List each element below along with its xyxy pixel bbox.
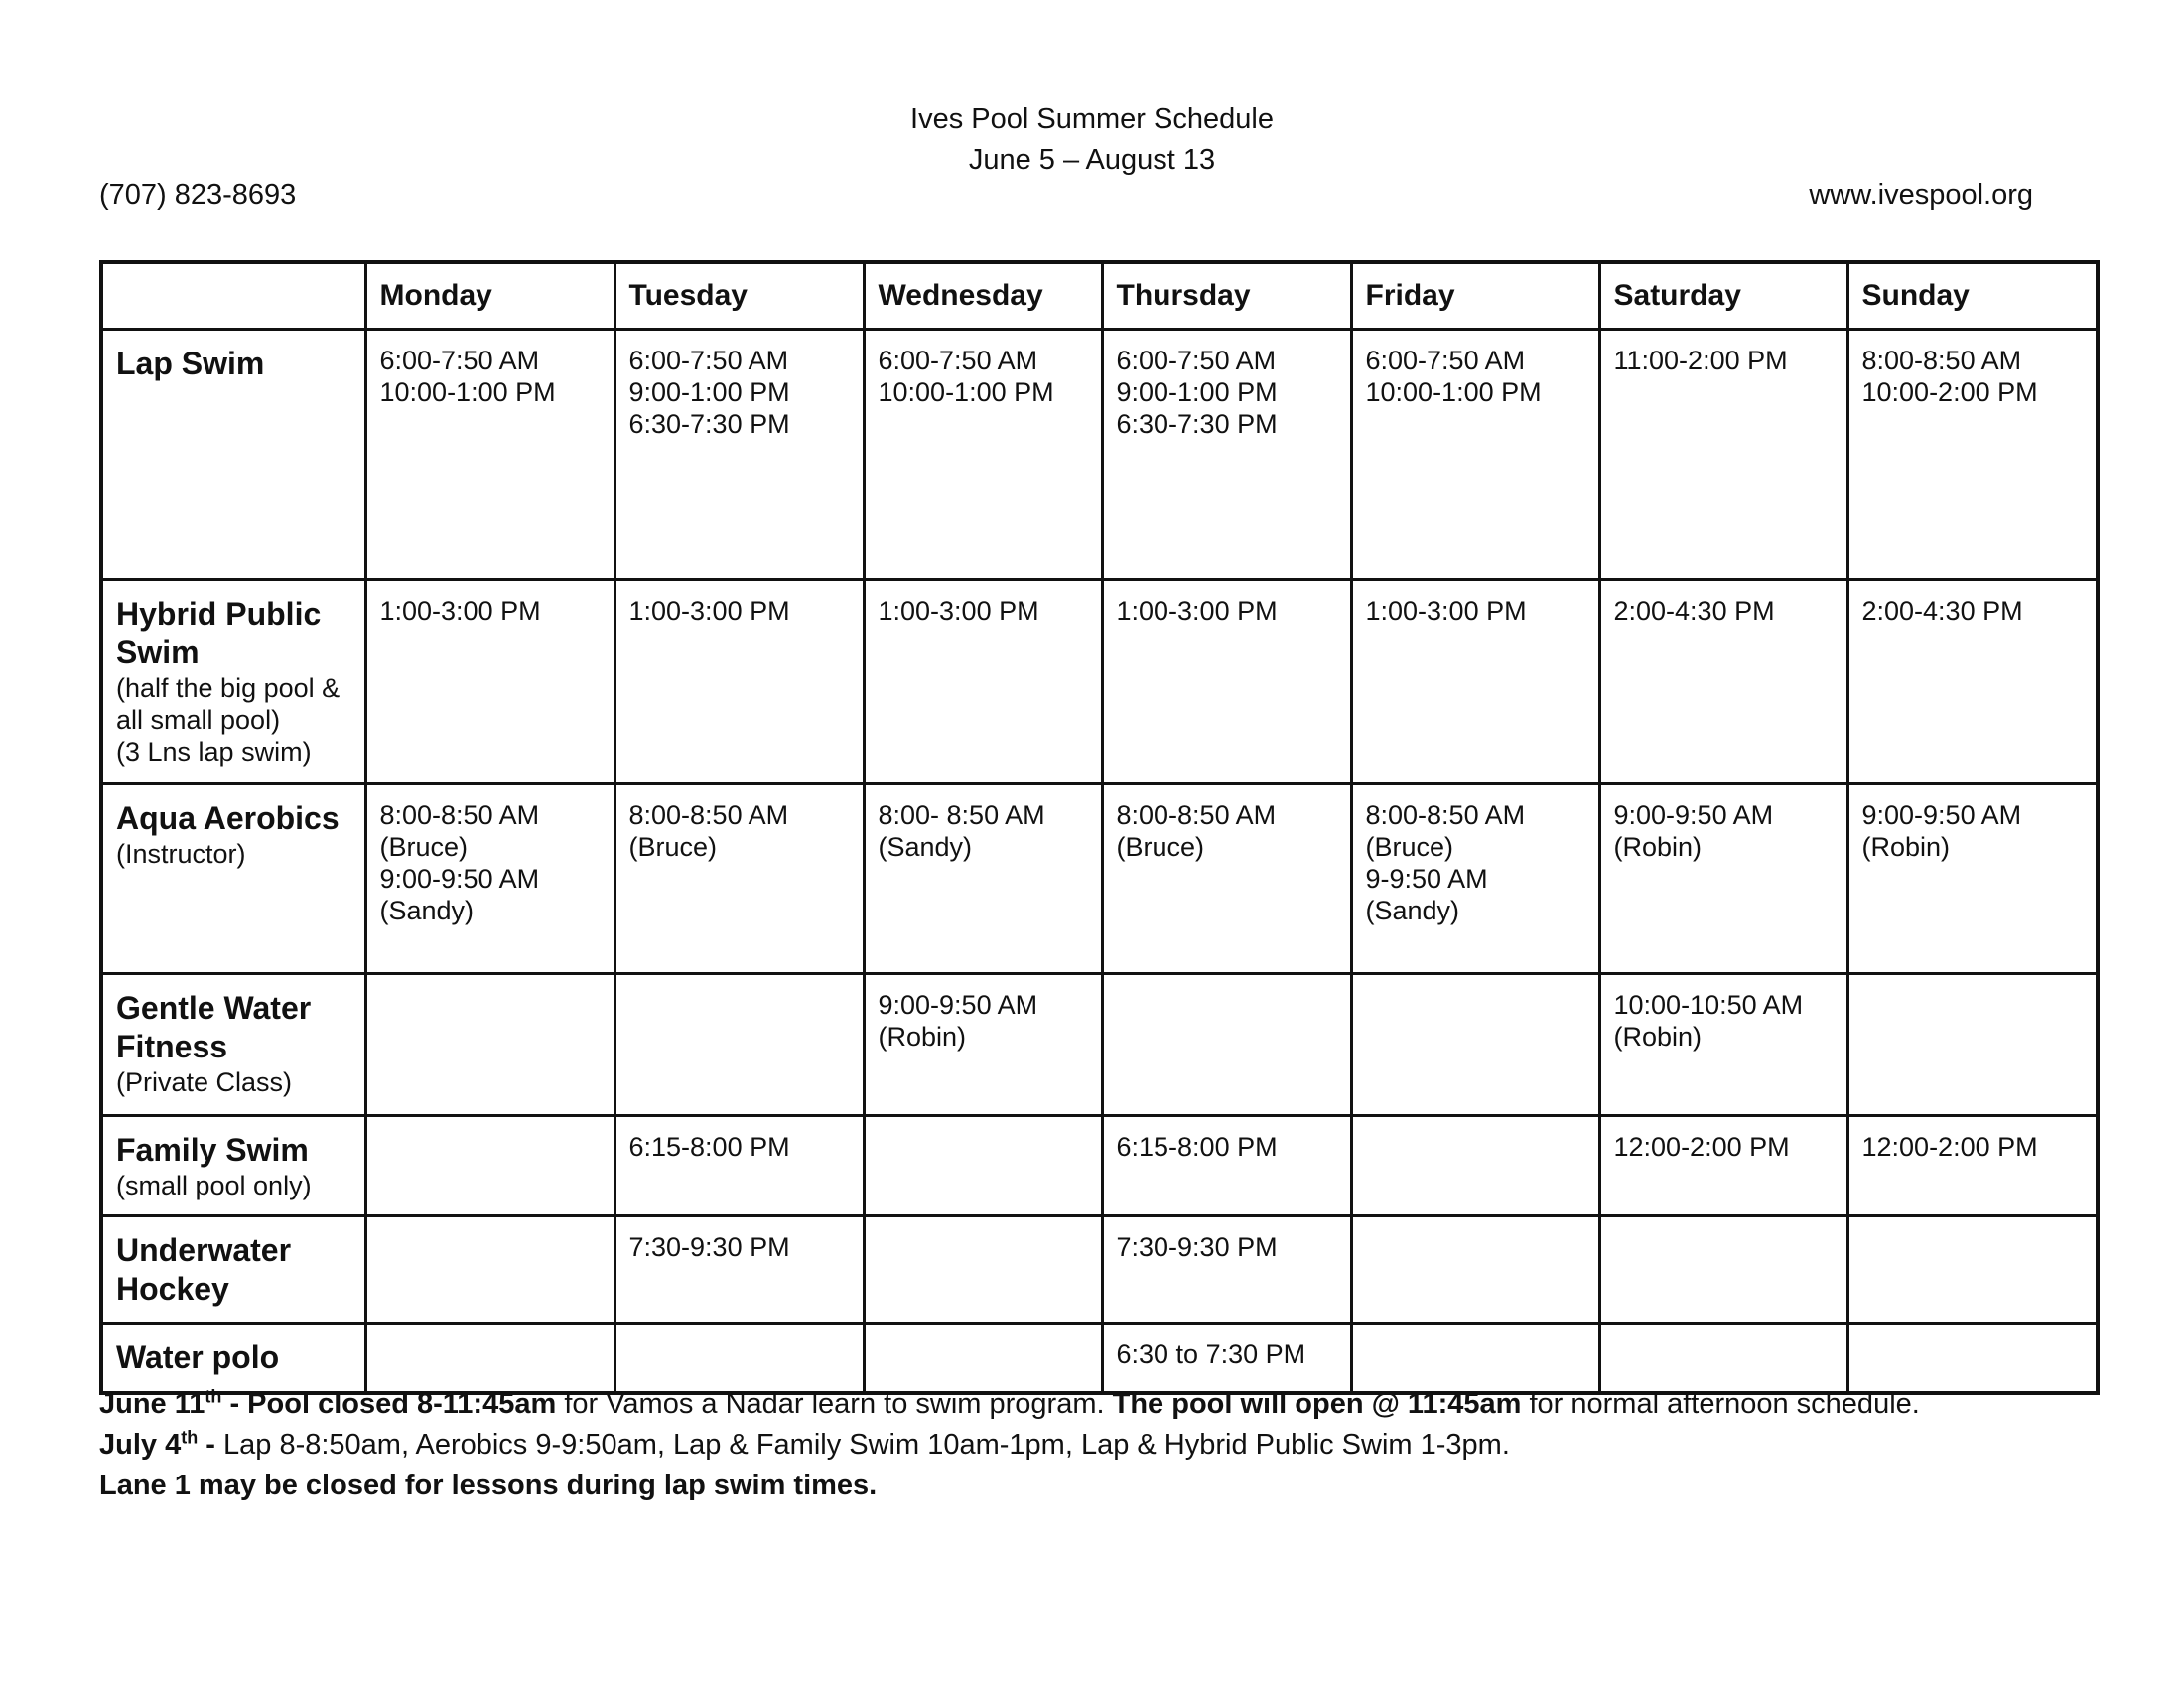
schedule-cell	[1102, 973, 1351, 1115]
schedule-time: (Bruce)	[1116, 831, 1205, 862]
note-bold: - Pool closed 8-11:45am	[221, 1388, 557, 1420]
schedule-cell	[614, 1115, 864, 1215]
schedule-cell	[614, 1323, 864, 1393]
activity-label-cell	[101, 329, 365, 579]
day-header: Tuesday	[614, 262, 864, 329]
schedule-time: 8:00-8:50 AM	[379, 799, 540, 830]
schedule-cell	[1351, 1323, 1599, 1393]
day-header: Thursday	[1102, 262, 1351, 329]
day-header: Friday	[1351, 262, 1599, 329]
note-text: Lap 8-8:50am, Aerobics 9-9:50am, Lap & Family Swim 10am-1pm, Lap & Hybrid Public Swim 1-3pm.	[223, 1429, 1510, 1461]
schedule-time: (Robin)	[1861, 831, 1951, 862]
schedule-cell	[1351, 329, 1599, 579]
note-text: Lane 1 may be closed for lessons during lap swim times.	[99, 1470, 878, 1501]
activity-name: Lap Swim	[116, 345, 265, 381]
schedule-time: 9:00-1:00 PM	[628, 376, 790, 407]
activity-name: Water polo	[116, 1338, 280, 1375]
schedule-cell	[864, 329, 1102, 579]
note-text: for Vamos a Nadar learn to swim program.	[556, 1388, 1113, 1420]
schedule-cell	[1102, 1115, 1351, 1215]
schedule-time: 9:00-9:50 AM	[379, 863, 540, 894]
schedule-table	[99, 260, 2100, 1395]
schedule-cell	[1351, 1215, 1599, 1323]
schedule-cell	[1351, 579, 1599, 783]
schedule-time: 6:30 to 7:30 PM	[1116, 1338, 1306, 1369]
website-url: www.ivespool.org	[1809, 179, 2033, 211]
note-june-11	[99, 1384, 2134, 1425]
activity-label-cell	[101, 973, 365, 1115]
activity-label-cell	[101, 1115, 365, 1215]
activity-row	[101, 973, 2098, 1115]
page-title	[0, 99, 2184, 181]
schedule-cell	[1847, 1115, 2098, 1215]
schedule-time: 10:00-10:50 AM	[1613, 989, 1804, 1020]
schedule-time: 8:00-8:50 AM	[1116, 799, 1277, 830]
schedule-time: 7:30-9:30 PM	[1116, 1231, 1278, 1262]
note-bold: The pool will open @ 11:45am	[1112, 1388, 1522, 1420]
header-row	[101, 262, 2098, 329]
schedule-time: 6:00-7:50 AM	[1365, 345, 1526, 375]
schedule-cell	[1351, 1115, 1599, 1215]
schedule-time: 1:00-3:00 PM	[1365, 595, 1527, 626]
schedule-cell	[365, 579, 614, 783]
schedule-cell	[614, 579, 864, 783]
schedule-time: (Robin)	[1613, 1021, 1703, 1052]
activity-label-cell	[101, 783, 365, 973]
schedule-time: (Bruce)	[1365, 831, 1454, 862]
note-text: for normal afternoon schedule.	[1521, 1388, 1920, 1420]
schedule-time: 8:00-8:50 AM	[628, 799, 789, 830]
schedule-time: 6:00-7:50 AM	[1116, 345, 1277, 375]
activity-note: (half the big pool &	[116, 672, 341, 703]
note-lane-1	[99, 1466, 2134, 1506]
schedule-cell	[365, 783, 614, 973]
schedule-cell	[1847, 973, 2098, 1115]
activity-label-cell	[101, 579, 365, 783]
schedule-time: 6:15-8:00 PM	[628, 1131, 790, 1162]
schedule-time: 8:00-8:50 AM	[1861, 345, 2022, 375]
activity-name: Family Swim	[116, 1131, 309, 1168]
schedule-cell	[864, 1323, 1102, 1393]
activity-row	[101, 1323, 2098, 1393]
schedule-cell	[1599, 783, 1847, 973]
day-header: Monday	[365, 262, 614, 329]
schedule-cell	[1102, 783, 1351, 973]
schedule-time: 9:00-9:50 AM	[1613, 799, 1774, 830]
schedule-time: 8:00- 8:50 AM	[878, 799, 1045, 830]
schedule-cell	[1847, 579, 2098, 783]
activity-name: Underwater Hockey	[116, 1231, 292, 1307]
activity-name: Hybrid Public Swim	[116, 595, 322, 670]
activity-name: Aqua Aerobics	[116, 799, 340, 836]
schedule-cell	[614, 329, 864, 579]
note-july-4	[99, 1425, 2134, 1466]
schedule-cell	[1599, 329, 1847, 579]
activity-row	[101, 1215, 2098, 1323]
activity-label-cell	[101, 1215, 365, 1323]
activity-row	[101, 579, 2098, 783]
activity-row	[101, 1115, 2098, 1215]
activity-note: (3 Lns lap swim)	[116, 736, 312, 767]
schedule-time: 9:00-1:00 PM	[1116, 376, 1278, 407]
note-date: July 4	[99, 1429, 182, 1461]
schedule-time: 6:30-7:30 PM	[1116, 408, 1278, 439]
activity-note: all small pool)	[116, 704, 281, 735]
schedule-time: (Bruce)	[628, 831, 718, 862]
schedule-cell	[614, 1215, 864, 1323]
notes	[99, 1384, 2134, 1506]
schedule-cell	[1599, 1115, 1847, 1215]
schedule-title: Ives Pool Summer Schedule	[910, 103, 1274, 135]
schedule-time: 1:00-3:00 PM	[878, 595, 1039, 626]
schedule-cell	[1351, 783, 1599, 973]
schedule-cell	[365, 1115, 614, 1215]
schedule-cell	[1847, 1323, 2098, 1393]
schedule-time: 1:00-3:00 PM	[1116, 595, 1278, 626]
schedule-time: (Robin)	[1613, 831, 1703, 862]
note-date-suffix: th	[181, 1427, 199, 1448]
activity-row	[101, 329, 2098, 579]
schedule-cell	[614, 783, 864, 973]
schedule-time: 6:00-7:50 AM	[379, 345, 540, 375]
schedule-cell	[614, 973, 864, 1115]
schedule-cell	[864, 783, 1102, 973]
phone-number: (707) 823-8693	[99, 179, 297, 211]
schedule-time: 2:00-4:30 PM	[1861, 595, 2023, 626]
activity-row	[101, 783, 2098, 973]
schedule-cell	[1847, 329, 2098, 579]
schedule-time: 10:00-2:00 PM	[1861, 376, 2038, 407]
schedule-time: 11:00-2:00 PM	[1613, 345, 1788, 375]
schedule-time: 12:00-2:00 PM	[1861, 1131, 2038, 1162]
activity-note: (Instructor)	[116, 838, 246, 869]
schedule-time: 6:00-7:50 AM	[628, 345, 789, 375]
schedule-cell	[365, 329, 614, 579]
schedule-time: 10:00-1:00 PM	[379, 376, 556, 407]
schedule-cell	[864, 973, 1102, 1115]
note-bold: -	[198, 1429, 223, 1461]
schedule-cell	[1599, 1323, 1847, 1393]
activity-note: (Private Class)	[116, 1066, 293, 1097]
schedule-cell	[1847, 783, 2098, 973]
schedule-cell	[1351, 973, 1599, 1115]
schedule-cell	[1599, 1215, 1847, 1323]
schedule-time: 6:30-7:30 PM	[628, 408, 790, 439]
schedule-time: (Robin)	[878, 1021, 967, 1052]
date-range: June 5 – August 13	[968, 144, 1216, 176]
day-header: Saturday	[1599, 262, 1847, 329]
day-header: Wednesday	[864, 262, 1102, 329]
schedule-cell	[1599, 973, 1847, 1115]
schedule-cell	[365, 973, 614, 1115]
activity-name: Gentle Water Fitness	[116, 989, 312, 1064]
schedule-cell	[1102, 329, 1351, 579]
schedule-time: 10:00-1:00 PM	[1365, 376, 1542, 407]
schedule-time: 6:00-7:50 AM	[878, 345, 1038, 375]
corner-cell	[101, 262, 365, 329]
schedule-time: (Bruce)	[379, 831, 469, 862]
activity-note: (small pool only)	[116, 1170, 312, 1200]
schedule-time: 10:00-1:00 PM	[878, 376, 1054, 407]
schedule-cell	[1102, 1215, 1351, 1323]
note-date-suffix: th	[205, 1386, 222, 1407]
schedule-time: 7:30-9:30 PM	[628, 1231, 790, 1262]
schedule-time: 1:00-3:00 PM	[628, 595, 790, 626]
schedule-cell	[1102, 1323, 1351, 1393]
schedule-time: 9:00-9:50 AM	[878, 989, 1038, 1020]
activity-label-cell	[101, 1323, 365, 1393]
schedule-time: 2:00-4:30 PM	[1613, 595, 1775, 626]
schedule-body	[101, 329, 2098, 1393]
schedule-time: 9-9:50 AM	[1365, 863, 1488, 894]
schedule-cell	[864, 579, 1102, 783]
day-header: Sunday	[1847, 262, 2098, 329]
schedule-time: 6:15-8:00 PM	[1116, 1131, 1278, 1162]
schedule-time: (Sandy)	[878, 831, 973, 862]
schedule-time: 1:00-3:00 PM	[379, 595, 541, 626]
schedule-cell	[1847, 1215, 2098, 1323]
schedule-time: 8:00-8:50 AM	[1365, 799, 1526, 830]
schedule-time: 12:00-2:00 PM	[1613, 1131, 1790, 1162]
schedule-cell	[1102, 579, 1351, 783]
schedule-time: (Sandy)	[1365, 895, 1460, 925]
schedule-cell	[365, 1323, 614, 1393]
schedule-time: 9:00-9:50 AM	[1861, 799, 2022, 830]
schedule-cell	[365, 1215, 614, 1323]
schedule-cell	[864, 1215, 1102, 1323]
schedule-cell	[864, 1115, 1102, 1215]
schedule-cell	[1599, 579, 1847, 783]
note-date: June 11	[99, 1388, 205, 1420]
schedule-time: (Sandy)	[379, 895, 475, 925]
